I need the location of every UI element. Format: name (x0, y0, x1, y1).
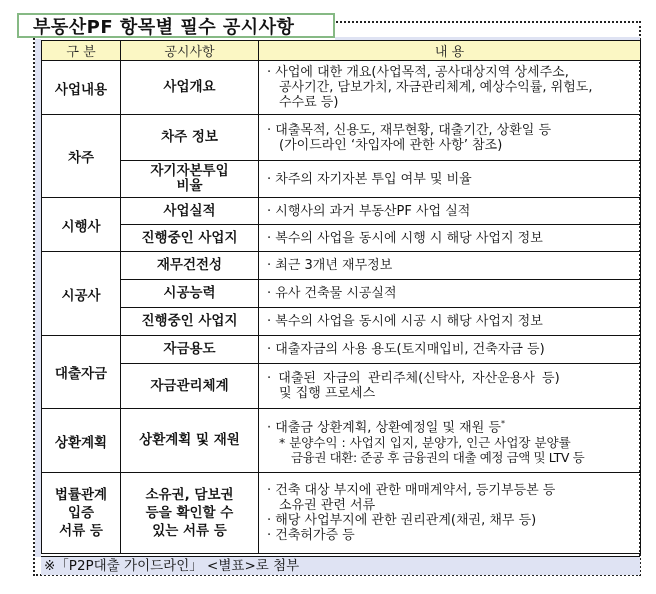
table-row (42, 115, 641, 161)
item-cell: 사업개요 (121, 61, 259, 115)
content-cell (259, 308, 641, 336)
content-line: · 대출자금의 사용 용도(토지매입비, 건축자금 등) (267, 342, 545, 357)
content-line: · 차주의 자기자본 투입 여부 및 비율 (267, 171, 472, 187)
category-cell (42, 473, 121, 554)
category-cell: 대출자금 (42, 336, 121, 409)
item-line: 비율 (176, 178, 203, 194)
content-line: 공사기간, 담보가치, 자금관리체계, 예상수익률, 위험도, (279, 80, 593, 95)
content-cell (259, 280, 641, 308)
content-line: · 사업에 대한 개요(사업목적, 공사대상지역 상세주소, (267, 65, 569, 80)
content-cell (259, 252, 641, 280)
content-line (267, 416, 634, 435)
content-cell (259, 364, 641, 409)
item-cell (121, 161, 259, 198)
table-row (42, 61, 641, 115)
content-cell (259, 198, 641, 225)
content-line: · 건축 대상 부지에 관한 매매계약서, 등기부등본 등 (267, 483, 556, 498)
content-line: · 시행사의 과거 부동산PF 사업 실적 (267, 203, 471, 219)
header-category: 구 분 (42, 41, 121, 61)
header-content: 내 용 (259, 41, 641, 61)
table-row (42, 409, 641, 473)
item-cell: 자금관리체계 (121, 364, 259, 409)
content-line: · 유사 건축물 시공실적 (267, 286, 397, 301)
content-cell (259, 115, 641, 161)
item-cell: 자금용도 (121, 336, 259, 364)
category-cell: 사업내용 (42, 61, 121, 115)
item-line: 소유권, 담보권 (145, 487, 234, 503)
content-line: · 대출목적, 신용도, 재무현황, 대출기간, 상환일 등 (267, 122, 552, 138)
category-cell: 차주 (42, 115, 121, 198)
category-cell: 시행사 (42, 198, 121, 252)
item-line: 있는 서류 등 (152, 523, 227, 539)
item-cell: 시공능력 (121, 280, 259, 308)
table-row (42, 308, 641, 336)
content-line: (가이드라인 ‘차입자에 관한 사항’ 참조) (279, 137, 503, 153)
header-item: 공시사항 (121, 41, 259, 61)
table-row (42, 280, 641, 308)
table-row (42, 473, 641, 554)
content-line: 수수료 등) (279, 95, 339, 110)
category-line: 법률관계 (54, 487, 108, 503)
footnote-attachment-note: ※「P2P대출 가이드라인」 <별표>로 첨부 (41, 556, 640, 575)
content-cell (259, 409, 641, 473)
item-cell (121, 473, 259, 554)
table-row (42, 198, 641, 225)
page-title: 부동산PF 항목별 필수 공시사항 (17, 13, 335, 38)
item-line: 자기자본투입 (150, 163, 229, 179)
table-row (42, 161, 641, 198)
category-line: 서류 등 (59, 523, 103, 539)
content-cell (259, 61, 641, 115)
footnote-mark: * (501, 418, 505, 428)
item-cell: 재무건전성 (121, 252, 259, 280)
item-cell: 진행중인 사업지 (121, 225, 259, 252)
content-line: · 최근 3개년 재무정보 (267, 258, 393, 273)
table-row (42, 336, 641, 364)
category-cell: 상환계획 (42, 409, 121, 473)
category-cell: 시공사 (42, 252, 121, 336)
content-text: · 대출금 상환계획, 상환예정일 및 재원 등 (267, 420, 501, 436)
content-line: 소유권 관련 서류 (279, 498, 376, 513)
footnote-line: 금융권 대환: 준공 후 금융권의 대출 예정 금액 및 LTV 등 (291, 450, 585, 466)
content-line: 및 집행 프로세스 (279, 386, 376, 401)
table-row (42, 364, 641, 409)
footnote-line: * 분양수익 : 사업지 입지, 분양가, 인근 사업장 분양률 (279, 435, 571, 451)
content-cell (259, 336, 641, 364)
table-row (42, 225, 641, 252)
content-line: · 복수의 사업을 동시에 시공 시 해당 사업지 정보 (267, 314, 543, 329)
table-row (42, 252, 641, 280)
content-line: · 복수의 사업을 동시에 시행 시 해당 사업지 정보 (267, 230, 543, 246)
item-cell: 상환계획 및 재원 (121, 409, 259, 473)
item-cell: 진행중인 사업지 (121, 308, 259, 336)
content-cell (259, 161, 641, 198)
item-line: 등을 확인할 수 (145, 505, 234, 521)
item-cell: 사업실적 (121, 198, 259, 225)
category-line: 입증 (67, 505, 95, 521)
content-cell (259, 225, 641, 252)
table-header-row (42, 41, 641, 61)
content-line: · 대출된 자금의 관리주체(신탁사, 자산운용사 등) (267, 371, 560, 386)
item-cell: 차주 정보 (121, 115, 259, 161)
disclosure-table (41, 40, 641, 554)
content-line: · 건축허가증 등 (267, 528, 355, 543)
content-cell (259, 473, 641, 554)
content-line: · 해당 사업부지에 관한 권리관계(채권, 채무 등) (267, 513, 537, 528)
